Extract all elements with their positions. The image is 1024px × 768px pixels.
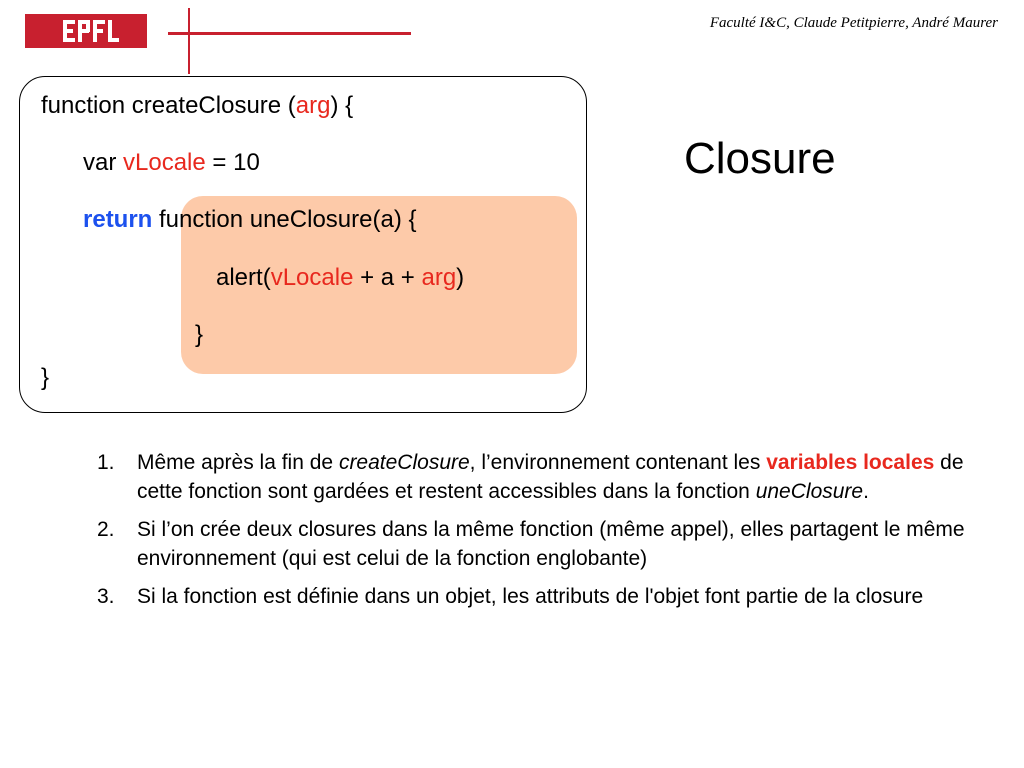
list-item: 3. Si la fonction est définie dans un objet, les attributs de l'objet font partie de la closure (97, 585, 924, 608)
header-rule-vertical (188, 8, 190, 74)
header-rule-horizontal (168, 32, 411, 35)
list-item: 1. Même après la fin de createClosure, l’environnement contenant les variables locales de cette fonction sont gardées et restent accessibles dans la fonction uneClosure. (97, 451, 964, 503)
header-credits: Faculté I&C, Claude Petitpierre, André Maurer (709, 15, 998, 31)
code-line-6: } (41, 364, 50, 391)
code-line-1: function createClosure (arg) { (41, 92, 354, 119)
slide-title: Closure (684, 134, 836, 183)
code-line-2: var vLocale = 10 (83, 149, 260, 176)
list-item: 2. Si l’on crée deux closures dans la même fonction (même appel), elles partagent le même environnement (qui est celui de la fonction englobante) (97, 518, 965, 570)
code-line-4: alert(vLocale + a + arg) (216, 264, 465, 291)
code-line-3: return function uneClosure(a) { (83, 206, 417, 233)
epfl-logo (25, 14, 147, 48)
bullet-list (97, 448, 977, 620)
code-line-5: } (195, 321, 204, 348)
